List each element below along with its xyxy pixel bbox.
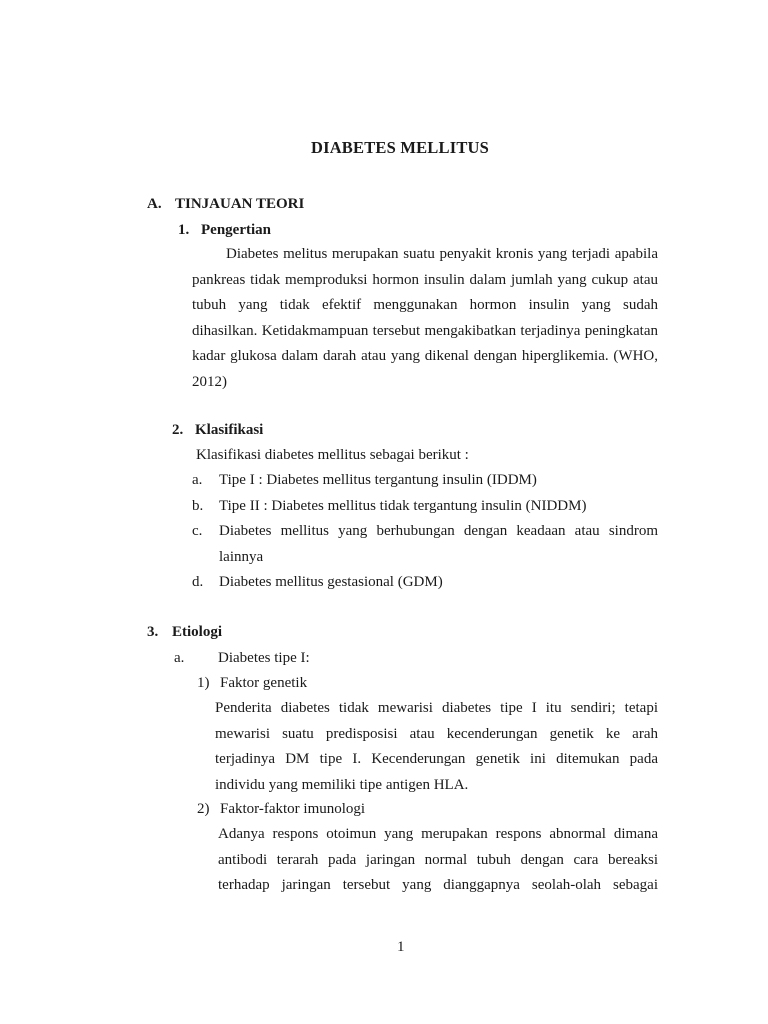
- section-2-heading: Klasifikasi: [195, 422, 264, 438]
- pengertian-paragraph: Diabetes melitus merupakan suatu penyakit kronis yang terjadi apabila pankreas tidak memproduksi hormon insulin dalam jumlah yang cukup atau tubuh yang tidak efektif menggunakan hormon insulin yang sudah dihasilkan. Ketidakmampuan tersebut mengakibatkan terjadinya peningkatan kadar glukosa dalam darah atau yang dikenal dengan hiperglikemia. (WHO, 2012): [192, 246, 658, 390]
- section-a-marker: A.: [147, 196, 162, 212]
- section-1-marker: 1.: [178, 222, 190, 238]
- subsection-a-text: Diabetes tipe I:: [218, 650, 310, 666]
- factor-title: Faktor-faktor imunologi: [220, 801, 366, 817]
- list-item: Tipe II : Diabetes mellitus tidak tergantung insulin (NIDDM): [219, 498, 587, 514]
- list-item: Tipe I : Diabetes mellitus tergantung insulin (IDDM): [219, 472, 537, 488]
- document-title: DIABETES MELLITUS: [310, 138, 490, 157]
- section-3-heading: Etiologi: [172, 624, 223, 640]
- list-item-marker: d.: [192, 574, 204, 590]
- factor-marker: 2): [197, 801, 210, 817]
- factor-marker: 1): [197, 675, 210, 691]
- list-item-marker: a.: [192, 472, 203, 488]
- page-number: 1: [397, 939, 405, 955]
- section-a-heading: TINJAUAN TEORI: [175, 196, 305, 212]
- factor-paragraph: Penderita diabetes tidak mewarisi diabetes tipe I itu sendiri; tetapi mewarisi suatu predisposisi atau kecenderungan genetik ke arah terjadinya DM tipe I. Kecenderungan genetik ini ditemukan pada individu yang memiliki tipe antigen HLA.: [215, 700, 658, 793]
- factor-title: Faktor genetik: [220, 675, 308, 691]
- list-item-marker: b.: [192, 498, 204, 514]
- factor-paragraph: Adanya respons otoimun yang merupakan respons abnormal dimana antibodi terarah pada jaringan normal tubuh dengan cara bereaksi terhadap jaringan tersebut yang dianggapnya seolah-olah sebagai: [218, 826, 658, 894]
- list-item: Diabetes mellitus gestasional (GDM): [219, 574, 443, 590]
- section-1-heading: Pengertian: [201, 222, 271, 238]
- subsection-a-marker: a.: [174, 650, 185, 666]
- klasifikasi-intro: Klasifikasi diabetes mellitus sebagai berikut :: [196, 447, 469, 463]
- section-2-marker: 2.: [172, 422, 184, 438]
- list-item-marker: c.: [192, 523, 203, 539]
- section-3-marker: 3.: [147, 624, 159, 640]
- list-item: Diabetes mellitus yang berhubungan dengan keadaan atau sindrom lainnya: [219, 523, 658, 565]
